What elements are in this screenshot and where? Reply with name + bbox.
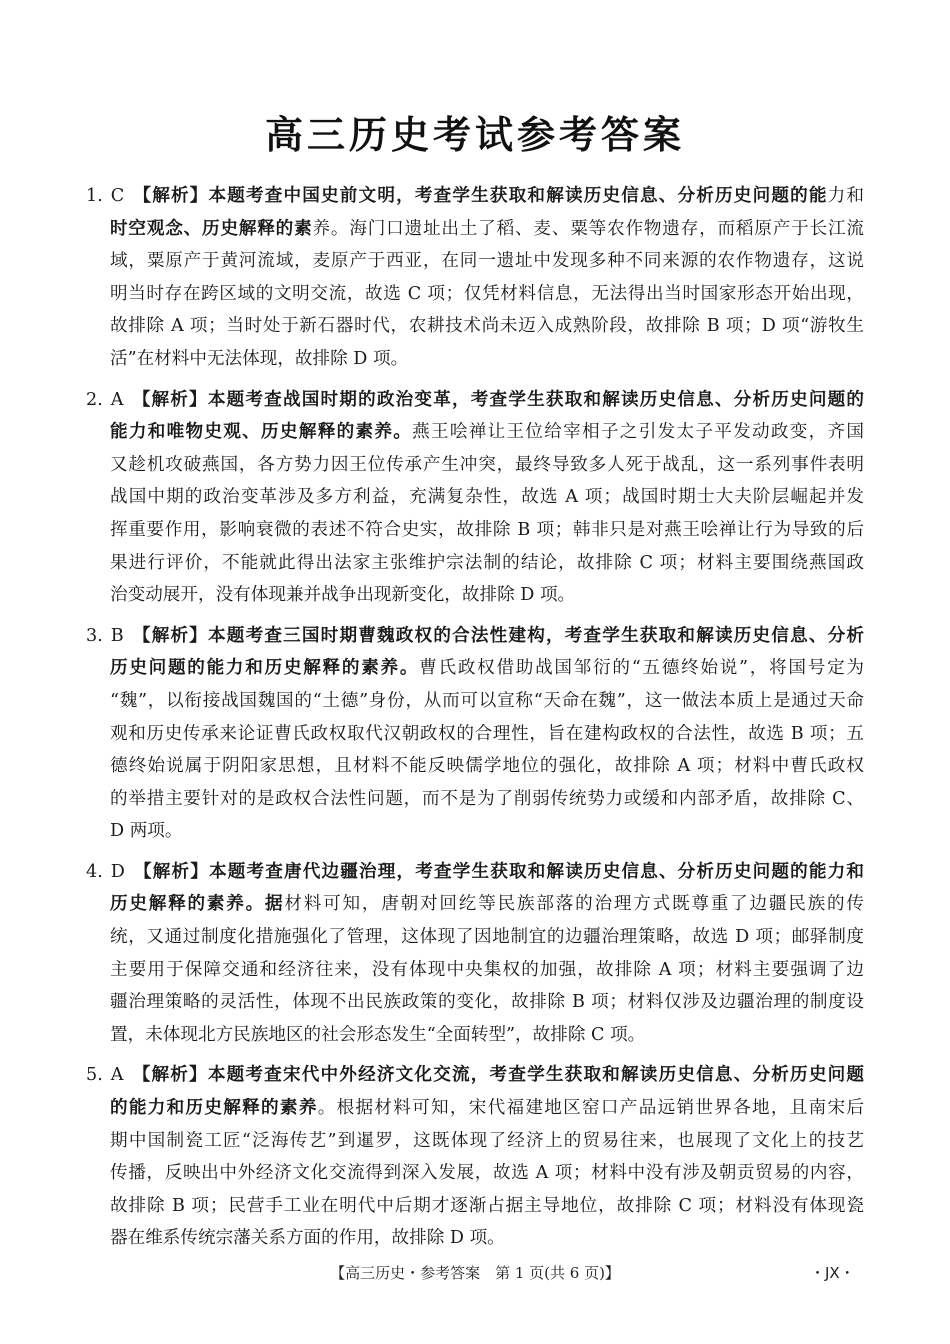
answer-item	[86, 384, 864, 612]
answer-line	[86, 783, 864, 816]
answer-line	[86, 620, 864, 653]
answer-line	[86, 954, 864, 987]
answer-line	[86, 1059, 864, 1092]
answer-text: 的能力和历史解释的素养。根据材料可知，宋代福建地区窑口产品远销世界各地，且南宋后	[110, 1098, 864, 1119]
answer-text: 德终始说属于阴阳家思想，且材料不能反映儒学地位的强化，故排除 A 项；材料中曹氏政权	[110, 756, 864, 777]
answer-choice: C	[110, 186, 125, 206]
answer-number: 5.	[86, 1065, 103, 1086]
answer-line	[86, 1092, 864, 1125]
answer-text: 【解析】本题考查唐代边疆治理，考查学生获取和解读历史信息、分析历史问题的能力和	[132, 861, 864, 882]
answer-item	[86, 620, 864, 848]
answer-text: 【解析】本题考查中国史前文明，考查学生获取和解读历史信息、分析历史问题的能力和	[132, 186, 864, 206]
answer-number: 1.	[86, 186, 103, 206]
answer-text: 治变动展开，没有体现兼并战争出现新变化，故排除 D 项。	[110, 585, 576, 606]
answer-text: 器在维系传统宗藩关系方面的作用，故排除 D 项。	[110, 1228, 505, 1249]
answer-line	[86, 481, 864, 514]
answer-text: 域，粟原产于黄河流域，麦原产于西亚，在同一遗址中发现多种不同来源的农作物遗存，这说	[110, 251, 864, 272]
answer-line	[86, 718, 864, 751]
answer-text: 挥重要作用，影响衰微的表述不符合史实，故排除 B 项；韩非只是对燕王哙禅让行为导致的后	[110, 519, 864, 540]
answer-line	[86, 652, 864, 685]
answer-line	[86, 888, 864, 921]
answer-choice: A	[110, 1065, 124, 1086]
answer-text: 的举措主要针对的是政权合法性问题，而不是为了削弱传统势力或缓和内部矛盾，故排除 C、	[110, 788, 864, 809]
answer-line	[86, 685, 864, 718]
answer-choice: A	[110, 389, 124, 410]
answer-text: 明当时存在跨区域的文明交流，故选 C 项；仅凭材料信息，无法得出当时国家形态开始出现，	[110, 283, 864, 304]
footer-code: ・JX・	[810, 1264, 855, 1282]
answer-line	[86, 245, 864, 278]
answer-text: D 两项。	[110, 821, 183, 842]
answer-text: 战国中期的政治变革涉及多方利益，充满复杂性，故选 A 项；战国时期士大夫阶层崛起并发	[110, 487, 864, 508]
answer-list	[86, 180, 864, 1263]
answer-text: 历史问题的能力和历史解释的素养。曹氏政权借助战国邹衍的“五德终始说”，将国号定为	[110, 658, 864, 679]
answer-choice: B	[110, 625, 124, 646]
answer-line	[86, 514, 864, 547]
answer-line	[86, 1222, 864, 1255]
answer-line	[86, 579, 864, 612]
page-title: 高三历史考试参考答案	[264, 113, 685, 157]
answer-text: 疆治理策略的灵活性，体现不出民族政策的变化，故排除 B 项；材料仅涉及边疆治理的制度设	[110, 992, 864, 1013]
answer-line	[86, 1190, 864, 1223]
answer-text: 果进行评价，不能就此得出法家主张维护宗法制的结论，故排除 C 项；材料主要围绕燕国政	[110, 552, 864, 573]
answer-text: 期中国制瓷工匠“泛海传艺”到暹罗，这既体现了经济上的贸易往来，也展现了文化上的技艺	[110, 1130, 864, 1151]
answer-text: 历史解释的素养。据材料可知，唐朝对回纥等民族部落的治理方式既尊重了边疆民族的传	[110, 894, 864, 915]
answer-line	[86, 815, 864, 848]
answer-line	[86, 310, 864, 343]
answer-text: 统，又通过制度化措施强化了管理，这体现了因地制宜的边疆治理策略，故选 D 项；邮驿制度	[110, 927, 864, 948]
answer-text: 观和历史传承来论证曹氏政权取代汉朝政权的合理性，旨在建构政权的合法性，故选 B 项；五	[110, 723, 864, 744]
answer-text: 【解析】本题考查三国时期曹魏政权的合法性建构，考查学生获取和解读历史信息、分析	[131, 625, 864, 646]
answer-text: 传播，反映出中外经济文化交流得到深入发展，故选 A 项；材料中没有涉及朝贡贸易的内容，	[110, 1163, 864, 1184]
footer-page-info: 【高三历史・参考答案 第 1 页(共 6 页)】	[330, 1264, 620, 1282]
answer-line	[86, 180, 864, 213]
answer-item	[86, 1059, 864, 1255]
answer-line	[86, 416, 864, 449]
answer-line	[86, 986, 864, 1019]
answer-line	[86, 278, 864, 311]
answer-text: 活”在材料中无法体现，故排除 D 项。	[110, 348, 409, 369]
answer-line	[86, 1157, 864, 1190]
answer-line	[86, 213, 864, 246]
answer-text: 【解析】本题考查宋代中外经济文化交流，考查学生获取和解读历史信息、分析历史问题	[131, 1065, 864, 1086]
answer-line	[86, 1019, 864, 1052]
answer-line	[86, 343, 864, 376]
answer-line	[86, 384, 864, 417]
answer-line	[86, 1125, 864, 1158]
answer-line	[86, 547, 864, 580]
answer-text: 【解析】本题考查战国时期的政治变革，考查学生获取和解读历史信息、分析历史问题的	[131, 389, 864, 410]
answer-number: 2.	[86, 389, 103, 410]
answer-choice: D	[110, 861, 125, 882]
answer-text: 能力和唯物史观、历史解释的素养。燕王哙禅让王位给宰相子之引发太子平发动政变，齐国	[110, 422, 864, 443]
answer-text: 又趁机攻破燕国，各方势力因王位传承产生冲突，最终导致多人死于战乱，这一系列事件表明	[110, 454, 864, 475]
answer-line	[86, 449, 864, 482]
answer-text: 主要用于保障交通和经济往来，没有体现中央集权的加强，故排除 A 项；材料主要强调了边	[110, 959, 864, 980]
answer-line	[86, 921, 864, 954]
answer-line	[86, 856, 864, 889]
answer-item	[86, 180, 864, 376]
answer-text: 故排除 B 项；民营手工业在明代中后期才逐渐占据主导地位，故排除 C 项；材料没有体现瓷	[110, 1195, 864, 1216]
answer-text: 故排除 A 项；当时处于新石器时代，农耕技术尚未迈入成熟阶段，故排除 B 项；D 项“游牧生	[110, 316, 864, 337]
answer-text: 时空观念、历史解释的素养。海门口遗址出土了稻、麦、粟等农作物遗存，而稻原产于长江流	[110, 218, 864, 239]
answer-line	[86, 750, 864, 783]
answer-text: 置，未体现北方民族地区的社会形态发生“全面转型”，故排除 C 项。	[110, 1024, 646, 1045]
answer-text: “魏”，以衔接战国魏国的“土德”身份，从而可以宣称“天命在魏”，这一做法本质上是通过天命	[110, 690, 864, 711]
answer-number: 4.	[86, 861, 103, 882]
answer-number: 3.	[86, 625, 103, 646]
answer-item	[86, 856, 864, 1052]
